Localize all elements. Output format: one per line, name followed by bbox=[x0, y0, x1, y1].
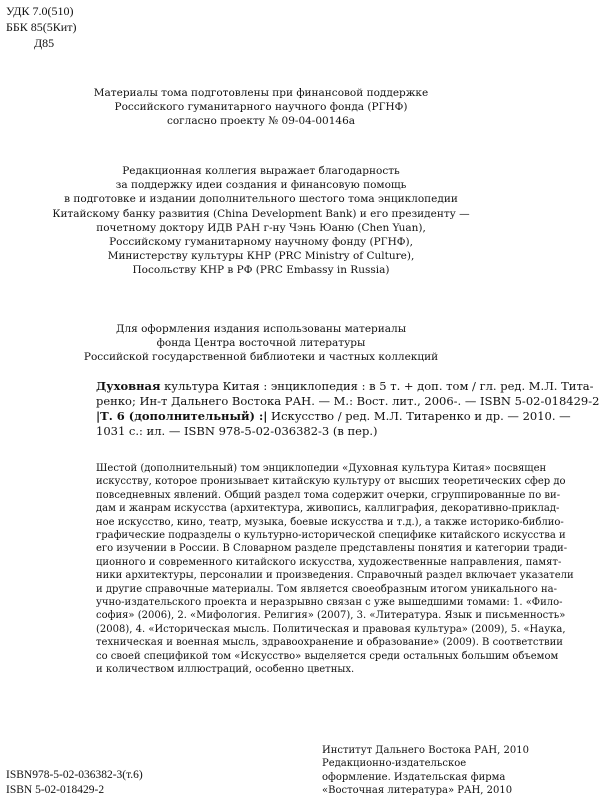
copyright-line: «Восточная литература» РАН, 2010 bbox=[322, 785, 513, 797]
biblio-line-2: ренко; Ин-т Дальнего Востока РАН. — М.: Вост. лит., 2006-. — ISBN 5-02-018429-2 bbox=[96, 394, 599, 408]
annotation-line: (2008), 4. «Историческая мысль. Политическая и правовая культура» (2009), 5. «Наука, bbox=[96, 623, 566, 635]
funding-line: согласно проекту № 09-04-00146а bbox=[166, 115, 356, 128]
copyright-block bbox=[322, 744, 529, 798]
illustration-line: Для оформления издания использованы материалы bbox=[115, 323, 407, 335]
copyright-line: Редакционно-издательское bbox=[322, 758, 467, 770]
annotation-line: ционного и современного китайского искусства, художественные направления, памят- bbox=[96, 556, 562, 568]
biblio-line-3 bbox=[96, 409, 571, 424]
biblio-title-rest: культура Китая : энциклопедия : в 5 т. + доп. том / гл. ред. М.Л. Тита- bbox=[160, 379, 594, 393]
copyright-line: Институт Дальнего Востока РАН, 2010 bbox=[322, 745, 529, 756]
isbn-series: ISBN 5-02-018429-2 bbox=[6, 784, 105, 796]
acknowledgements bbox=[0, 164, 522, 278]
classification-codes bbox=[6, 3, 76, 51]
annotation-line: со своей спецификой том «Искусство» выделяется среди остальных большим объемом bbox=[96, 650, 559, 662]
copyright-line: оформление. Издательская фирма bbox=[322, 771, 506, 783]
annotation-line: ное искусство, кино, театр, музыка, боевые искусства и т.д.), а также историко-библио- bbox=[96, 516, 564, 528]
annotation-line: софия» (2006), 2. «Мифология. Религия» (2007), 3. «Литература. Язык и письменность» bbox=[96, 610, 566, 622]
author-sign: Д85 bbox=[34, 36, 55, 50]
bbk-code: ББК 85(5Кит) bbox=[6, 20, 77, 34]
annotation-line: и количеством иллюстраций, особенно цветных. bbox=[96, 664, 355, 676]
acknowledgement-line: в подготовке и издании дополнительного шестого тома энциклопедии bbox=[64, 193, 458, 206]
acknowledgement-line: Редакционная коллегия выражает благодарность bbox=[122, 165, 400, 177]
illustration-sources bbox=[0, 322, 522, 365]
annotation-line: техническая и военная мысль, здравоохранение и образование» (2009). В соответствии bbox=[96, 637, 563, 649]
biblio-title: Духовная bbox=[96, 379, 161, 393]
acknowledgement-line: Посольству КНР в РФ (PRC Embassy in Russia) bbox=[132, 264, 390, 277]
annotation-line: Шестой (дополнительный) том энциклопедии «Духовная культура Китая» посвящен bbox=[96, 463, 547, 474]
bibliographic-record bbox=[96, 379, 599, 439]
acknowledgement-line: Российскому гуманитарному научному фонду (РГНФ), bbox=[109, 236, 413, 249]
annotation-line: его изучении в России. В Словарном разделе представлены понятия и категории тради- bbox=[96, 543, 568, 555]
volume-label: |Т. 6 (дополнительный) :| bbox=[96, 409, 268, 423]
funding-line: Материалы тома подготовлены при финансовой поддержке bbox=[93, 87, 429, 99]
isbn-volume: ISBN978-5-02-036382-3(т.6) bbox=[6, 769, 143, 781]
annotation-line: ники архитектуры, персоналии и произведения. Справочный раздел включает указатели bbox=[96, 570, 574, 582]
annotation-line: повседневных явлений. Общий раздел тома содержит очерки, сгруппированные по ви- bbox=[96, 489, 561, 501]
biblio-line-4: 1031 с.: ил. — ISBN 978-5-02-036382-3 (в пер.) bbox=[96, 424, 378, 438]
annotation-line: графические подразделы о культурно-исторической специфике китайского искусства и bbox=[96, 530, 566, 542]
annotation bbox=[96, 462, 574, 677]
acknowledgement-line: почетному доктору ИДВ РАН г-ну Чэнь Юаню (Chen Yuan), bbox=[96, 221, 426, 234]
biblio-line-1 bbox=[96, 379, 594, 394]
annotation-line: и другие справочные материалы. Том является своеобразным итогом уникального на- bbox=[96, 583, 557, 595]
funding-line: Российского гуманитарного научного фонда (РГНФ) bbox=[114, 101, 408, 114]
acknowledgement-line: Министерству культуры КНР (PRC Ministry of Culture), bbox=[107, 250, 415, 263]
acknowledgement-line: Китайскому банку развития (China Development Bank) и его президенту — bbox=[52, 207, 470, 220]
annotation-line: учно-издательского проекта и неразрывно связан с уже вышедшими томами: 1. «Фило- bbox=[96, 597, 563, 609]
acknowledgement-line: за поддержку идеи создания и финансовую помощь bbox=[115, 179, 407, 192]
isbn-block bbox=[6, 768, 143, 798]
udk-code: УДК 7.0(510) bbox=[6, 4, 74, 18]
annotation-line: искусству, которое пронизывает китайскую культуру от высших теоретических сфер до bbox=[96, 476, 566, 488]
volume-details: Искусство / ред. М.Л. Титаренко и др. — 2010. — bbox=[267, 409, 571, 423]
illustration-line: Российской государственной библиотеки и частных коллекций bbox=[83, 351, 439, 364]
annotation-line: дам и жанрам искусства (архитектура, живопись, каллиграфия, декоративно-приклад- bbox=[96, 503, 560, 515]
illustration-line: фонда Центра восточной литературы bbox=[156, 337, 366, 350]
funding-note bbox=[0, 86, 522, 129]
